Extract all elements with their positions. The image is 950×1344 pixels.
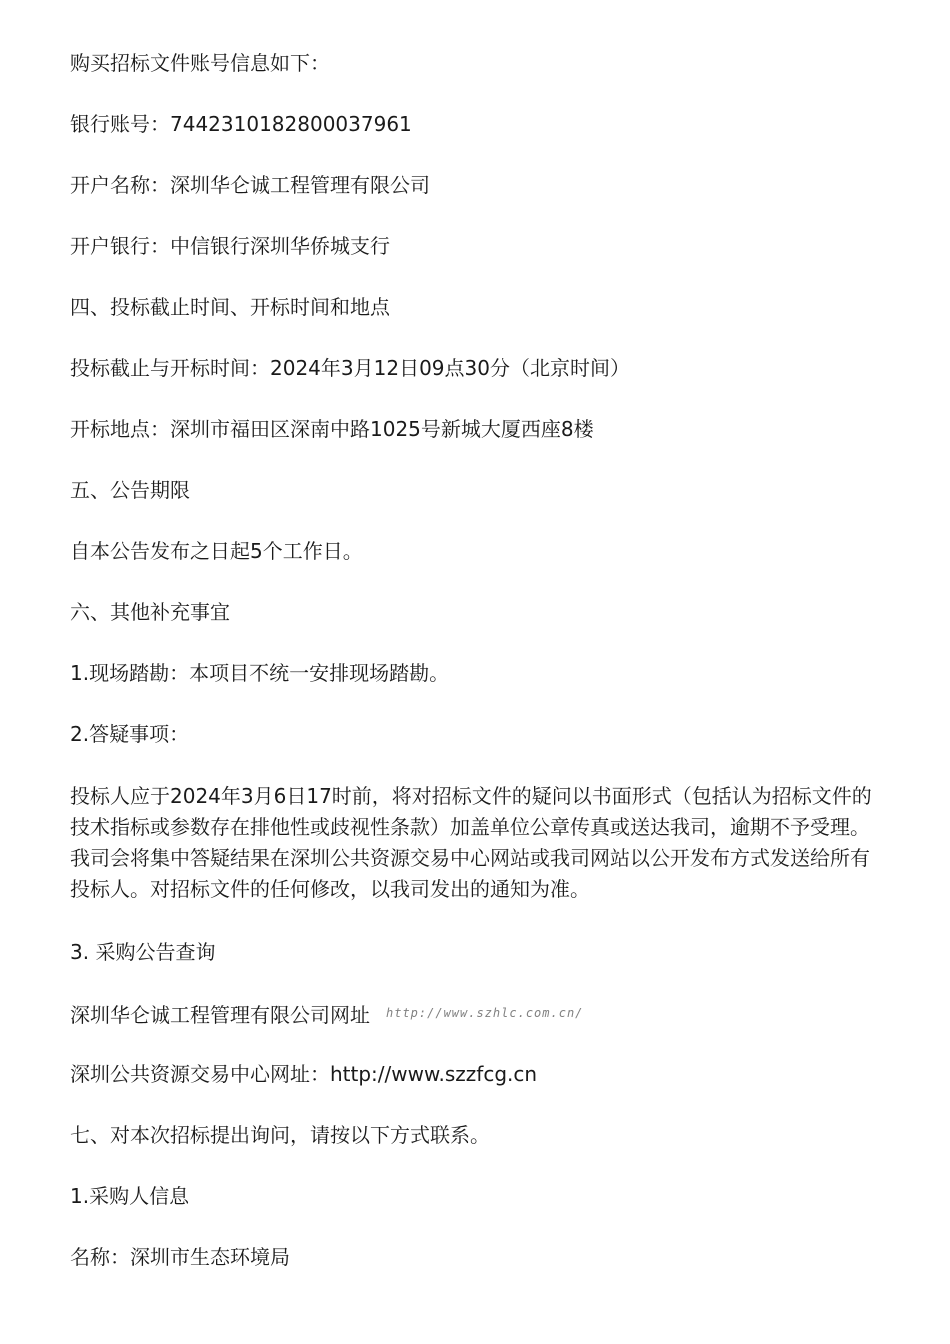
announcement-period: 自本公告发布之日起5个工作日。: [70, 539, 363, 563]
section-5-heading: 五、公告期限: [70, 478, 190, 502]
bid-deadline-time: 投标截止与开标时间：2024年3月12日09点30分（北京时间）: [70, 356, 630, 380]
section-6-heading: 六、其他补充事宜: [70, 600, 230, 624]
account-bank: 开户银行：中信银行深圳华侨城支行: [70, 234, 390, 258]
center-website-line: 深圳公共资源交易中心网址：http://www.szzfcg.cn: [70, 1062, 538, 1086]
section-7-heading: 七、对本次招标提出询问，请按以下方式联系。: [70, 1123, 490, 1147]
bank-account-number: 银行账号：7442310182800037961: [70, 112, 412, 136]
account-holder-name: 开户名称：深圳华仑诚工程管理有限公司: [70, 173, 430, 197]
section-3-heading: 3. 采购公告查询: [70, 940, 216, 964]
bid-opening-location: 开标地点：深圳市福田区深南中路1025号新城大厦西座8楼: [70, 417, 594, 441]
company-website-label: 深圳华仑诚工程管理有限公司网址: [70, 1003, 370, 1027]
qa-paragraph: 投标人应于2024年3月6日17时前，将对招标文件的疑问以书面形式（包括认为招标文件的技术指标或参数存在排他性或歧视性条款）加盖单位公章传真或送达我司，逾期不予受理。我司会将集中答疑结果在深圳公共资源交易中心网站或我司网站以公开发布方式发送给所有投标人。对招标文件的任何修改，以我司发出的通知为准。: [70, 784, 872, 901]
purchase-account-heading: 购买招标文件账号信息如下：: [70, 51, 330, 75]
buyer-name: 名称：深圳市生态环境局: [70, 1245, 290, 1269]
company-website-url[interactable]: http://www.szhlc.com.cn/: [386, 1006, 584, 1020]
company-website-line: [70, 998, 583, 1030]
qa-heading: 2.答疑事项：: [70, 722, 190, 746]
buyer-info-heading: 1.采购人信息: [70, 1184, 190, 1208]
section-4-heading: 四、投标截止时间、开标时间和地点: [70, 295, 390, 319]
site-inspection: 1.现场踏勘：本项目不统一安排现场踏勘。: [70, 661, 450, 685]
